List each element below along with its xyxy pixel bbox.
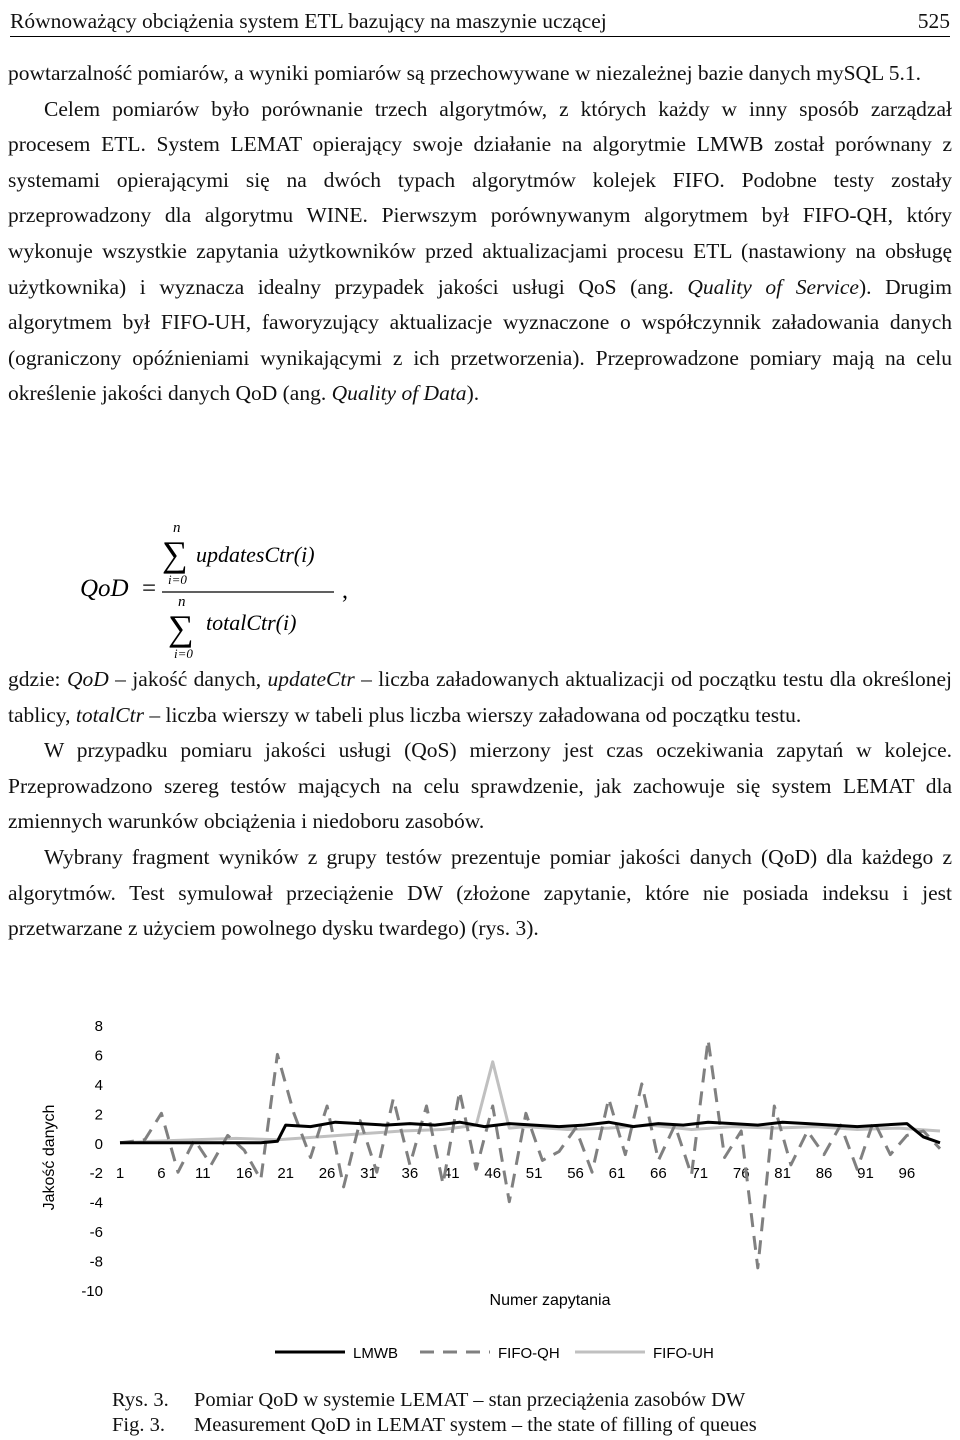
- y-tick-label: 0: [94, 1135, 103, 1153]
- qod-definition: – jakość danych,: [108, 667, 268, 691]
- x-tick-label: 31: [360, 1165, 377, 1183]
- x-tick-label: 41: [442, 1165, 460, 1183]
- text-block-bottom: [8, 662, 952, 947]
- totalctr-definition: – liczba wierszy w tabeli plus liczba wierszy załadowana od początku testu.: [143, 702, 802, 727]
- x-tick-label: 36: [401, 1165, 419, 1183]
- numerator-sum-icon: ∑: [162, 534, 188, 574]
- formula-comma: ,: [342, 578, 348, 604]
- x-tick-label: 51: [525, 1165, 543, 1183]
- header-title: Równoważący obciążenia system ETL bazujący na maszynie uczącej: [10, 9, 607, 33]
- series-line-fifo-qh: [120, 1040, 940, 1268]
- legend-label-fifo-qh: FIFO-QH: [498, 1345, 560, 1362]
- term-updatectr: updateCtr: [267, 667, 355, 691]
- caption-polish-text: Pomiar QoD w systemie LEMAT – stan przeciążenia zasobów DW: [194, 1389, 746, 1411]
- x-tick-label: 26: [318, 1165, 336, 1183]
- page-number: 525: [917, 9, 950, 33]
- x-tick-label: 16: [235, 1165, 253, 1183]
- qod-formula: [80, 520, 440, 670]
- denominator-sum-icon: ∑: [168, 608, 194, 648]
- term-quality-of-service: Quality of Service: [687, 274, 859, 299]
- caption-english-text: Measurement QoD in LEMAT system – the state of filling of queues: [194, 1414, 757, 1436]
- y-tick-label: -8: [89, 1253, 103, 1271]
- y-tick-label: -2: [89, 1165, 103, 1183]
- paragraph-5: Wybrany fragment wyników z grupy testów prezentuje pomiar jakości danych (QoD) dla każdego z algorytmów. Test symulował przeciążenie DW (złożone zapytanie, które nie posiada indeksu i jest przetwarzane z użyciem powolnego dysku twardego) (rys. 3).: [8, 844, 952, 941]
- numerator-lower-limit: i=0: [168, 572, 187, 587]
- y-tick-label: 6: [94, 1047, 103, 1065]
- chart-legend: [275, 1345, 714, 1362]
- x-tick-label: 81: [774, 1165, 791, 1183]
- y-tick-label: 8: [94, 1018, 103, 1035]
- y-axis-title: Jakość danych: [41, 1104, 58, 1211]
- figure-caption: [112, 1388, 757, 1438]
- x-tick-label: 61: [608, 1165, 626, 1183]
- qod-line-chart: [20, 1005, 960, 1380]
- updatectr-definition: – liczba załadowanych aktualizacji od początku testu dla określonej tablicy,: [8, 667, 952, 727]
- where-label: gdzie:: [8, 667, 67, 691]
- y-tick-label: -10: [81, 1283, 103, 1300]
- y-tick-label: 2: [94, 1106, 103, 1124]
- paragraph-3: [8, 662, 952, 733]
- paragraph-2: [8, 92, 952, 412]
- denominator-lower-limit: i=0: [174, 646, 193, 661]
- series-lines: [120, 1040, 940, 1268]
- text-block-top: [8, 56, 952, 412]
- caption-polish: [112, 1388, 757, 1413]
- x-tick-label: 6: [157, 1165, 166, 1183]
- legend-label-fifo-uh: FIFO-UH: [653, 1345, 714, 1362]
- denominator-upper-limit: n: [178, 594, 186, 610]
- x-tick-label: 21: [277, 1165, 295, 1183]
- y-axis-title-group: [41, 1105, 58, 1211]
- caption-english-label: Fig. 3.: [112, 1414, 165, 1436]
- paragraph-4: W przypadku pomiaru jakości usługi (QoS) mierzony jest czas oczekiwania zapytań w kolejce. Przeprowadzono szereg testów mających na celu sprawdzenie, jak zachowuje się system LEMAT dla zmiennych warunków obciążenia i niedoboru zasobów.: [8, 738, 952, 834]
- formula-equals: =: [142, 575, 157, 602]
- x-tick-label: 11: [195, 1165, 211, 1183]
- x-tick-label: 86: [815, 1165, 833, 1183]
- formula-denominator: totalCtr(i): [206, 610, 297, 635]
- paragraph-2-part-b: Pierwszym porównywanym algorytmem był FIFO-QH, który wykonuje wszystkie zapytania użytkowników przed aktualizacjami procesu ETL (nastawiony na obsługę użytkownika) i wyznacza idealny przypadek jakości usługi QoS (ang.: [8, 203, 952, 299]
- x-tick-label: 66: [650, 1165, 667, 1183]
- y-tick-labels: [81, 1018, 103, 1300]
- y-tick-label: -6: [89, 1224, 103, 1242]
- caption-english: [112, 1413, 757, 1438]
- paragraph-2-part-a: Celem pomiarów było porównanie trzech algorytmów, z których każdy w inny sposób zarządzał procesem ETL. System LEMAT opierający swoje działanie na algorytmie LMWB został porównany z systemami opierającymi się na dwóch typach algorytmów kolejek FIFO. Podobne testy zostały przeprowadzony dla algorytmu WINE.: [8, 96, 952, 228]
- term-totalctr: totalCtr: [75, 702, 144, 727]
- paragraph-2-part-f: ).: [466, 381, 480, 406]
- y-tick-label: 4: [94, 1076, 103, 1094]
- x-axis-title: Numer zapytania: [489, 1292, 611, 1309]
- x-tick-label: 56: [567, 1165, 584, 1183]
- x-tick-label: 91: [857, 1165, 874, 1183]
- x-tick-label: 46: [484, 1165, 502, 1183]
- y-tick-label: -4: [89, 1194, 103, 1212]
- x-tick-labels: [116, 1165, 915, 1182]
- chart-canvas: [20, 1005, 960, 1380]
- series-line-fifo-uh: [120, 1062, 940, 1143]
- paragraph-1: powtarzalność pomiarów, a wyniki pomiarów są przechowywane w niezależnej bazie danych mySQL 5.1.: [8, 61, 922, 85]
- x-tick-label: 96: [898, 1165, 916, 1183]
- x-tick-label: 71: [691, 1165, 709, 1183]
- legend-label-lmwb: LMWB: [353, 1345, 398, 1362]
- numerator-upper-limit: n: [173, 520, 181, 536]
- paragraph-2-part-d: ). Drugim algorytmem był FIFO-UH, faworyzujący aktualizacje wyznaczone o współczynnik załadowania danych (ograniczony opóźnieniami wynikającymi z ich przetworzenia). Przeprowadzone pomiary mają na celu określenie jakości danych QoD (ang.: [8, 274, 952, 406]
- term-qod: QoD: [66, 667, 109, 691]
- x-tick-label: 76: [732, 1165, 750, 1183]
- formula-numerator: updatesCtr(i): [196, 542, 315, 567]
- caption-polish-label: Rys. 3.: [112, 1389, 169, 1411]
- term-quality-of-data: Quality of Data: [331, 381, 467, 406]
- running-header: [10, 4, 950, 37]
- formula-lhs: QoD: [80, 575, 129, 602]
- x-tick-label: 1: [115, 1165, 125, 1183]
